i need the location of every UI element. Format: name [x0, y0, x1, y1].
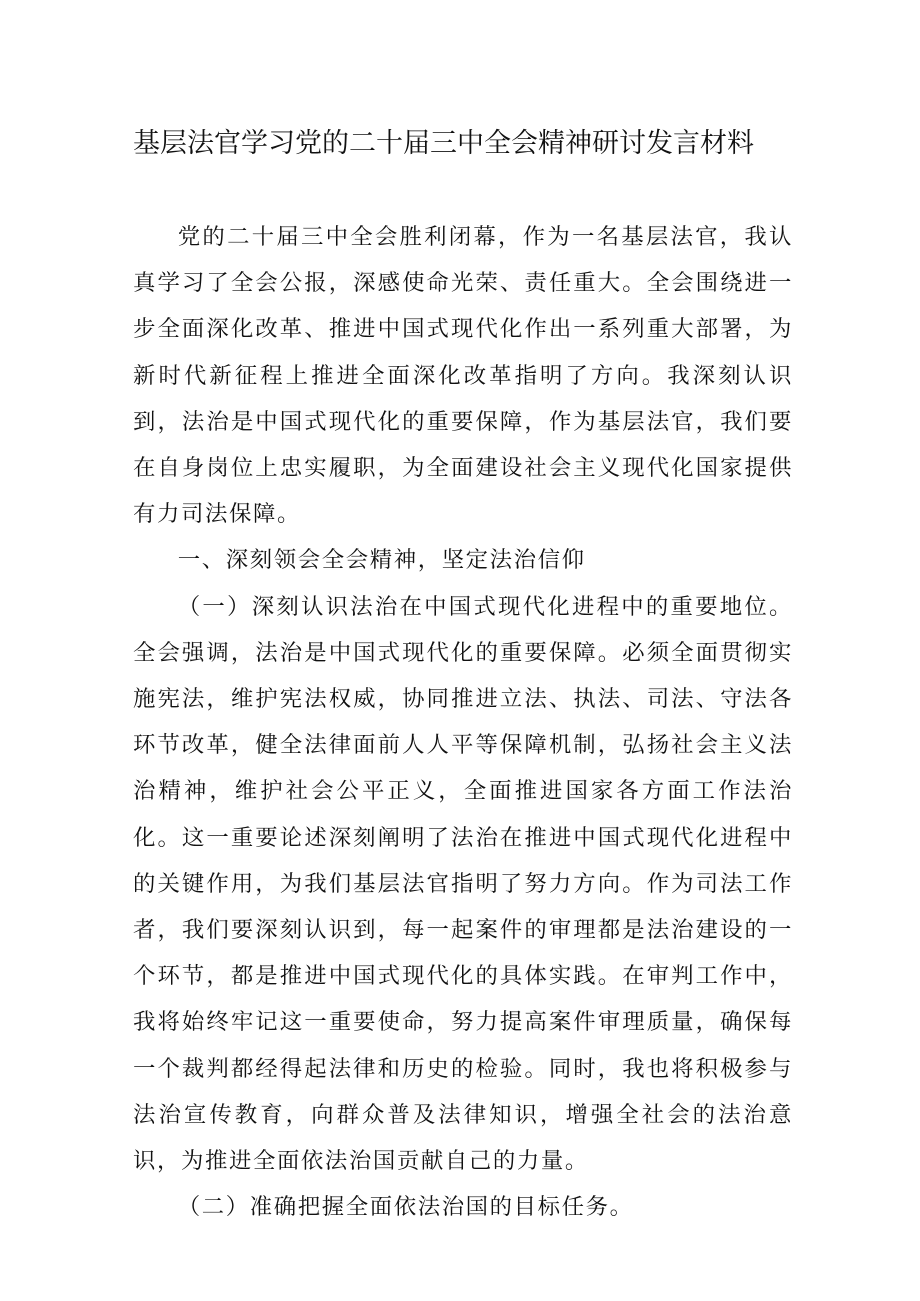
subsection-heading-2: （二）准确把握全面依法治国的目标任务。	[177, 1194, 634, 1221]
section-heading-1: 一、深刻领会全会精神，坚定法治信仰	[177, 547, 586, 574]
intro-paragraph: 党的二十届三中全会胜利闭幕，作为一名基层法官，我认真学习了全会公报，深感使命光荣、责任重大。全会围绕进一步全面深化改革、推进中国式现代化作出一系列重大部署，为新时代新征程上推进全面深化改革指明了方向。我深刻认识到，法治是中国式现代化的重要保障，作为基层法官，我们要在自身岗位上忠实履职，为全面建设社会主义现代化国家提供有力司法保障。	[133, 224, 793, 528]
document-title: 基层法官学习党的二十届三中全会精神研讨发言材料	[133, 128, 754, 159]
subsection-paragraph-1: （一）深刻认识法治在中国式现代化进程中的重要地位。全会强调，法治是中国式现代化的重要保障。必须全面贯彻实施宪法，维护宪法权威，协同推进立法、执法、司法、守法各环节改革，健全法律面前人人平等保障机制，弘扬社会主义法治精神，维护社会公平正义，全面推进国家各方面工作法治化。这一重要论述深刻阐明了法治在推进中国式现代化进程中的关键作用，为我们基层法官指明了努力方向。作为司法工作者，我们要深刻认识到，每一起案件的审理都是法治建设的一个环节，都是推进中国式现代化的具体实践。在审判工作中，我将始终牢记这一重要使命，努力提高案件审理质量，确保每一个裁判都经得起法律和历史的检验。同时，我也将积极参与法治宣传教育，向群众普及法律知识，增强全社会的法治意识，为推进全面依法治国贡献自己的力量。	[133, 593, 793, 1175]
document-body	[133, 214, 793, 1230]
